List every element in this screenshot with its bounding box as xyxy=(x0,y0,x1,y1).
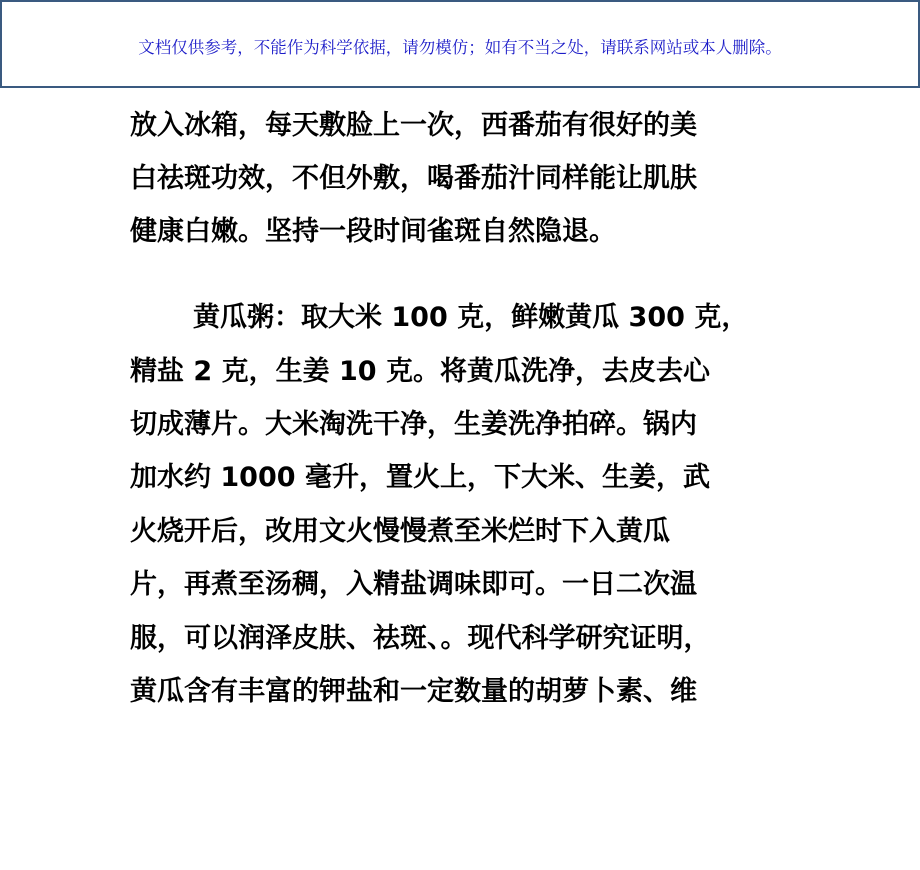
text-line: 片，再煮至汤稠，入精盐调味即可。一日二次温 xyxy=(130,569,697,600)
text-line: 加水约 1000 毫升，置火上，下大米、生姜，武 xyxy=(130,462,710,493)
disclaimer-banner xyxy=(0,0,920,88)
text-line: 服，可以润泽皮肤、祛斑、。现代科学研究证明， xyxy=(130,623,711,654)
text-line: 黄瓜含有丰富的钾盐和一定数量的胡萝卜素、维 xyxy=(130,676,697,707)
text-line: 放入冰箱，每天敷脸上一次，西番茄有很好的美 xyxy=(130,110,697,141)
text-line: 健康白嫩。坚持一段时间雀斑自然隐退。 xyxy=(130,216,616,247)
text-line: 切成薄片。大米淘洗干净，生姜洗净拍碎。锅内 xyxy=(130,409,697,440)
text-line: 火烧开后，改用文火慢慢煮至米烂时下入黄瓜 xyxy=(130,516,670,547)
disclaimer-text: 文档仅供参考，不能作为科学依据，请勿模仿；如有不当之处，请联系网站或本人删除。 xyxy=(138,38,782,57)
text-line: 精盐 2 克，生姜 10 克。将黄瓜洗净，去皮去心 xyxy=(130,356,710,387)
paragraph-first-line: 黄瓜粥：取大米 100 克，鲜嫩黄瓜 300 克， xyxy=(193,302,749,333)
text-line: 白祛斑功效，不但外敷，喝番茄汁同样能让肌肤 xyxy=(130,163,697,194)
